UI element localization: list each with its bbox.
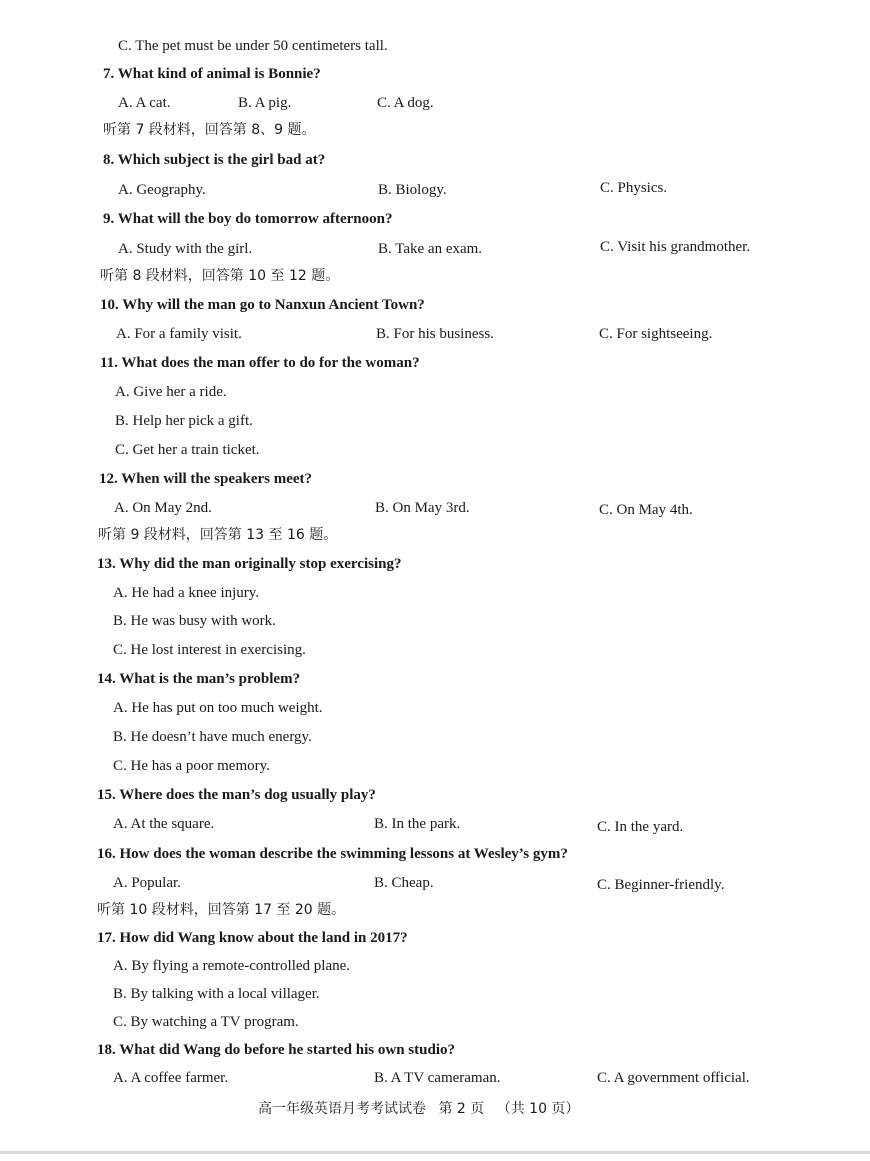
q7-option-a: A. A cat. <box>118 95 171 111</box>
q10-option-a: A. For a family visit. <box>116 326 242 342</box>
page-footer <box>258 1098 587 1118</box>
q15-option-c: C. In the yard. <box>597 819 684 835</box>
section-8-instruction: 听第 8 段材料，回答第 10 至 12 题。 <box>100 268 340 284</box>
q14-option-a: A. He has put on too much weight. <box>113 700 323 716</box>
q18-option-c: C. A government official. <box>597 1070 750 1086</box>
section-9-instruction: 听第 9 段材料，回答第 13 至 16 题。 <box>98 527 338 543</box>
q18-stem: 18. What did Wang do before he started his own studio? <box>97 1042 455 1058</box>
bottom-rule <box>0 1151 870 1154</box>
q13-option-a: A. He had a knee injury. <box>113 585 260 601</box>
q13-option-c: C. He lost interest in exercising. <box>113 642 306 658</box>
q12-option-b: B. On May 3rd. <box>375 500 470 516</box>
q11-option-c: C. Get her a train ticket. <box>115 442 260 458</box>
q11-option-b: B. Help her pick a gift. <box>115 413 253 429</box>
q13-stem: 13. Why did the man originally stop exercising? <box>97 556 402 572</box>
q14-stem: 14. What is the man’s problem? <box>97 671 301 687</box>
q12-stem: 12. When will the speakers meet? <box>99 471 313 487</box>
q11-stem: 11. What does the man offer to do for the woman? <box>100 355 420 371</box>
q7-option-b: B. A pig. <box>238 95 292 111</box>
footer-exam-title: 高一年级英语月考考试试卷 <box>258 1101 426 1117</box>
q14-option-c: C. He has a poor memory. <box>113 758 270 774</box>
q17-option-b: B. By talking with a local villager. <box>113 986 320 1002</box>
q14-option-b: B. He doesn’t have much energy. <box>113 729 312 745</box>
q8-stem: 8. Which subject is the girl bad at? <box>103 152 326 168</box>
q12-option-c: C. On May 4th. <box>599 502 693 518</box>
q7-option-c: C. A dog. <box>377 95 434 111</box>
q11-option-a: A. Give her a ride. <box>115 384 227 400</box>
q9-option-b: B. Take an exam. <box>378 241 483 257</box>
q13-option-b: B. He was busy with work. <box>113 613 276 629</box>
footer-page-number: 第 2 页 <box>438 1101 485 1117</box>
q17-option-c: C. By watching a TV program. <box>113 1014 299 1030</box>
q10-option-c: C. For sightseeing. <box>599 326 713 342</box>
q17-option-a: A. By flying a remote-controlled plane. <box>113 958 351 974</box>
q16-option-b: B. Cheap. <box>374 875 434 891</box>
q10-stem: 10. Why will the man go to Nanxun Ancient Town? <box>100 297 425 313</box>
q9-stem: 9. What will the boy do tomorrow afternoon? <box>103 211 393 227</box>
q10-option-b: B. For his business. <box>376 326 494 342</box>
q15-option-b: B. In the park. <box>374 816 461 832</box>
q8-option-a: A. Geography. <box>118 182 206 198</box>
section-7-instruction: 听第 7 段材料，回答第 8、9 题。 <box>103 122 316 138</box>
footer-total-pages: （共 10 页） <box>496 1101 580 1117</box>
q16-option-a: A. Popular. <box>113 875 181 891</box>
q8-option-b: B. Biology. <box>378 182 447 198</box>
q17-stem: 17. How did Wang know about the land in 2017? <box>97 930 408 946</box>
section-10-instruction: 听第 10 段材料，回答第 17 至 20 题。 <box>97 902 346 918</box>
q8-option-c: C. Physics. <box>600 180 668 196</box>
q16-option-c: C. Beginner-friendly. <box>597 877 725 893</box>
q18-option-a: A. A coffee farmer. <box>113 1070 229 1086</box>
q6-option-c: C. The pet must be under 50 centimeters tall. <box>118 38 388 54</box>
q9-option-a: A. Study with the girl. <box>118 241 253 257</box>
q7-stem: 7. What kind of animal is Bonnie? <box>103 66 321 82</box>
q15-option-a: A. At the square. <box>113 816 215 832</box>
q15-stem: 15. Where does the man’s dog usually play? <box>97 787 376 803</box>
q9-option-c: C. Visit his grandmother. <box>600 239 751 255</box>
q16-stem: 16. How does the woman describe the swimming lessons at Wesley’s gym? <box>97 846 568 862</box>
q18-option-b: B. A TV cameraman. <box>374 1070 501 1086</box>
q12-option-a: A. On May 2nd. <box>114 500 212 516</box>
